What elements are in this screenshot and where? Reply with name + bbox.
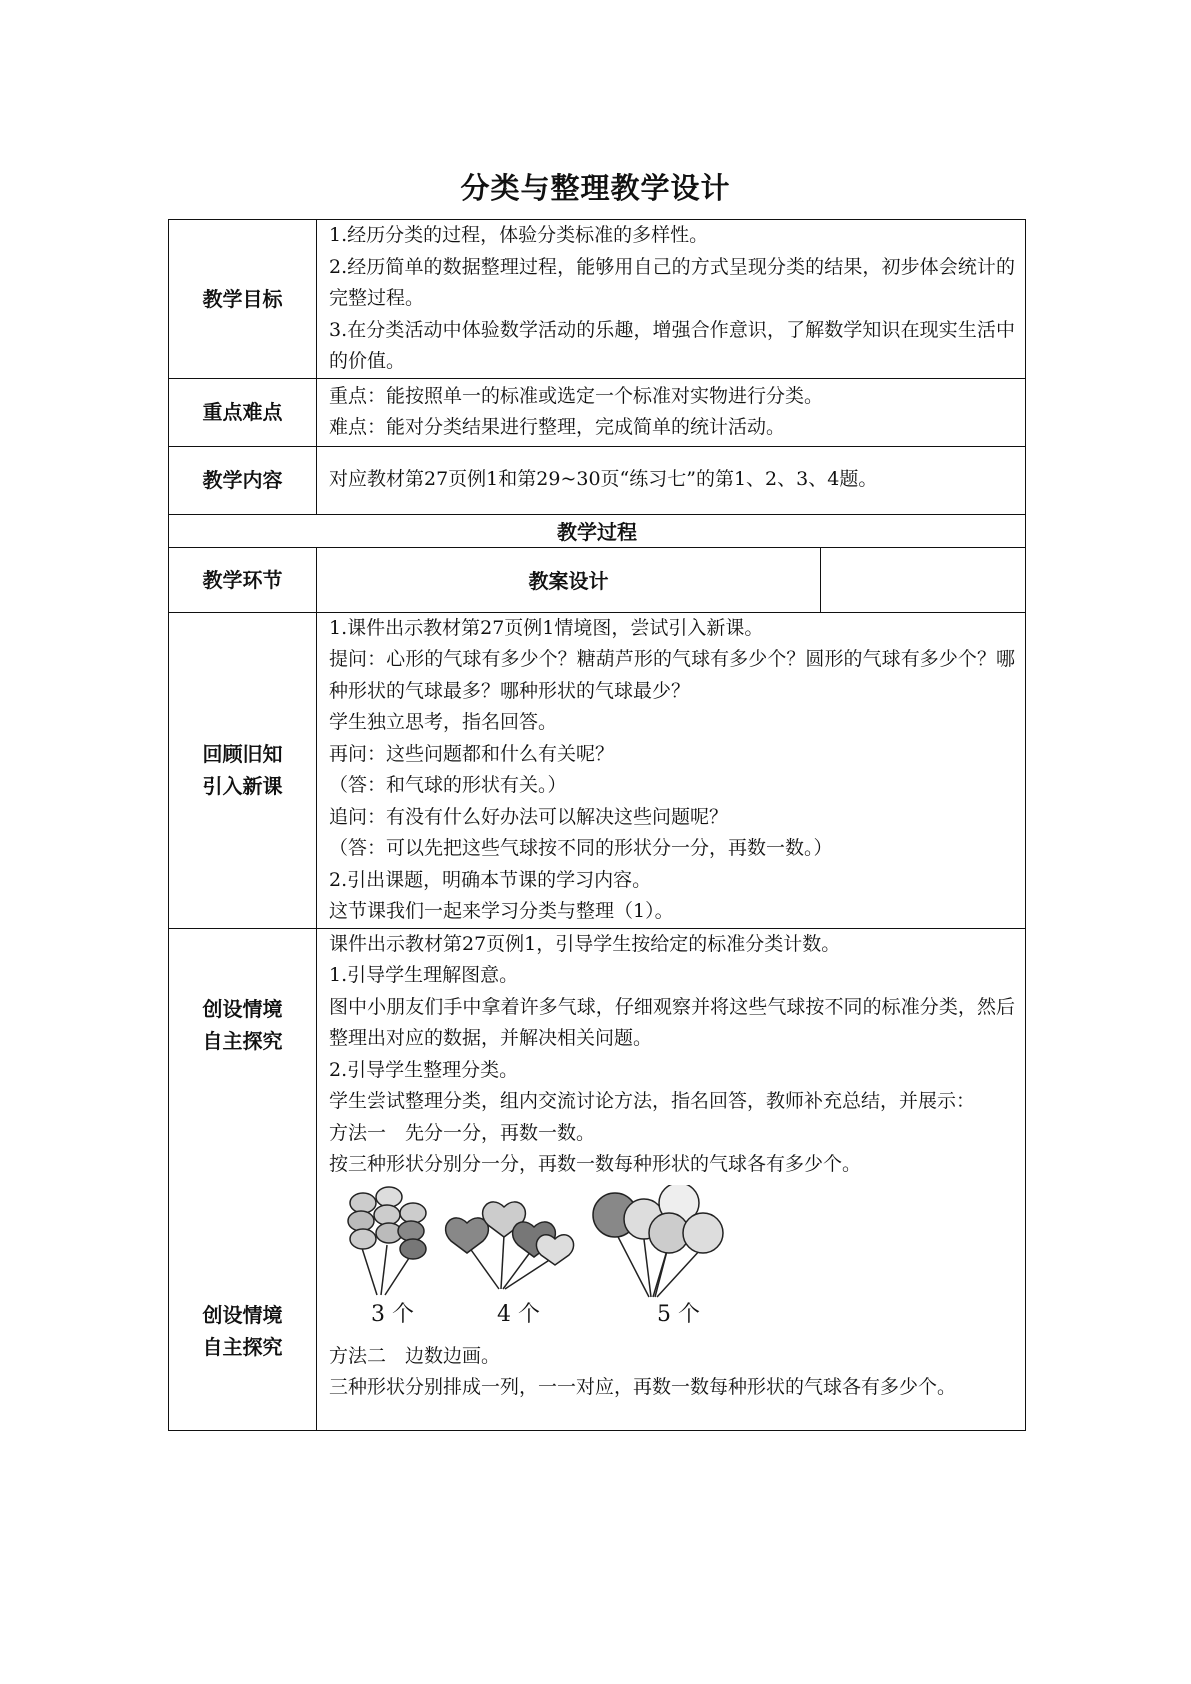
explore-label (169, 928, 317, 1430)
explore-line: 按三种形状分别分一分，再数一数每种形状的气球各有多少个。 (329, 1153, 862, 1175)
review-cell (317, 612, 1026, 928)
heart-balloons-icon (446, 1201, 574, 1288)
explore-label-line: 自主探究 (202, 1028, 283, 1053)
key-point-line: 难点：能对分类结果进行整理，完成简单的统计活动。 (329, 416, 786, 438)
review-label-line: 引入新课 (202, 774, 283, 798)
review-line: 2.引出课题，明确本节课的学习内容。 (329, 868, 652, 891)
content-row (169, 446, 1026, 514)
objectives-label: 教学目标 (169, 220, 317, 379)
gourd-count: 3 个 (371, 1301, 414, 1327)
explore-line: 三种形状分别排成一列，一一对应，再数一数每种形状的气球各有多少个。 (329, 1376, 957, 1398)
process-header-row (169, 514, 1026, 547)
gourd-balloons-icon (348, 1187, 426, 1295)
explore-line: 方法二 边数边画。 (329, 1344, 501, 1367)
explore-line: 学生尝试整理分类，组内交流讨论方法，指名回答，教师补充总结，并展示： (329, 1090, 976, 1112)
objectives-line: 1.经历分类的过程，体验分类标准的多样性。 (329, 224, 709, 246)
explore-label-line: 创设情境 (202, 1302, 283, 1327)
explore-cell (317, 928, 1026, 1430)
explore-label-top (169, 993, 316, 1057)
review-label (169, 612, 317, 928)
review-line: 这节课我们一起来学习分类与整理（1）。 (329, 900, 674, 922)
objectives-cell (317, 220, 1026, 379)
explore-line: 图中小朋友们手中拿着许多气球，仔细观察并将这些气球按不同的标准分类，然后整理出对应的数据，并解决相关问题。 (329, 995, 1016, 1049)
round-balloons-icon (593, 1185, 723, 1297)
review-label-line: 回顾旧知 (202, 742, 283, 766)
explore-label-line: 自主探究 (202, 1334, 283, 1359)
lesson-plan-table (168, 219, 1026, 1431)
review-answer: （答：可以先把这些气球按不同的形状分一分，再数一数。） (329, 837, 833, 859)
key-points-label: 重点难点 (169, 378, 317, 446)
key-points-row (169, 378, 1026, 446)
explore-line: 课件出示教材第27页例1，引导学生按给定的标准分类计数。 (329, 932, 841, 955)
content-label: 教学内容 (169, 446, 317, 514)
review-line: 提问：心形的气球有多少个？糖葫芦形的气球有多少个？圆形的气球有多少个？哪种形状的气球最多？哪种形状的气球最少？ (329, 648, 1016, 702)
process-header: 教学过程 (169, 514, 1026, 547)
key-point-line: 重点：能按照单一的标准或选定一个标准对实物进行分类。 (329, 384, 824, 407)
balloon-illustration (329, 1181, 1015, 1341)
key-points-cell (317, 378, 1026, 446)
heart-count: 4 个 (497, 1301, 540, 1327)
explore-line: 2.引导学生整理分类。 (329, 1058, 519, 1081)
review-line: 学生独立思考，指名回答。 (329, 711, 558, 733)
objectives-row (169, 220, 1026, 379)
balloons-image (339, 1185, 759, 1305)
explore-line: 1.引导学生理解图意。 (329, 964, 519, 986)
explore-label-line: 创设情境 (202, 996, 283, 1021)
column-header-row (169, 547, 1026, 612)
review-line: 1.课件出示教材第27页例1情境图，尝试引入新课。 (329, 616, 764, 639)
explore-line: 方法一 先分一分，再数一数。 (329, 1121, 596, 1144)
explore-row (169, 928, 1026, 1430)
content-text: 对应教材第27页例1和第29~30页“练习七”的第1、2、3、4题。 (317, 446, 1026, 514)
stage-column-header: 教学环节 (169, 547, 317, 612)
empty-column-header (821, 547, 1026, 612)
objectives-line: 2.经历简单的数据整理过程，能够用自己的方式呈现分类的结果，初步体会统计的完整过程。 (329, 255, 1016, 309)
review-row (169, 612, 1026, 928)
round-count: 5 个 (657, 1301, 700, 1327)
review-line: 再问：这些问题都和什么有关呢？ (329, 742, 615, 765)
page-title: 分类与整理教学设计 (460, 171, 731, 205)
review-answer: （答：和气球的形状有关。） (329, 774, 567, 796)
design-column-header: 教案设计 (317, 547, 821, 612)
objectives-line: 3.在分类活动中体验数学活动的乐趣，增强合作意识，了解数学知识在现实生活中的价值。 (329, 318, 1016, 372)
explore-label-bottom (169, 1299, 316, 1363)
review-line: 追问：有没有什么好办法可以解决这些问题呢？ (329, 805, 729, 828)
